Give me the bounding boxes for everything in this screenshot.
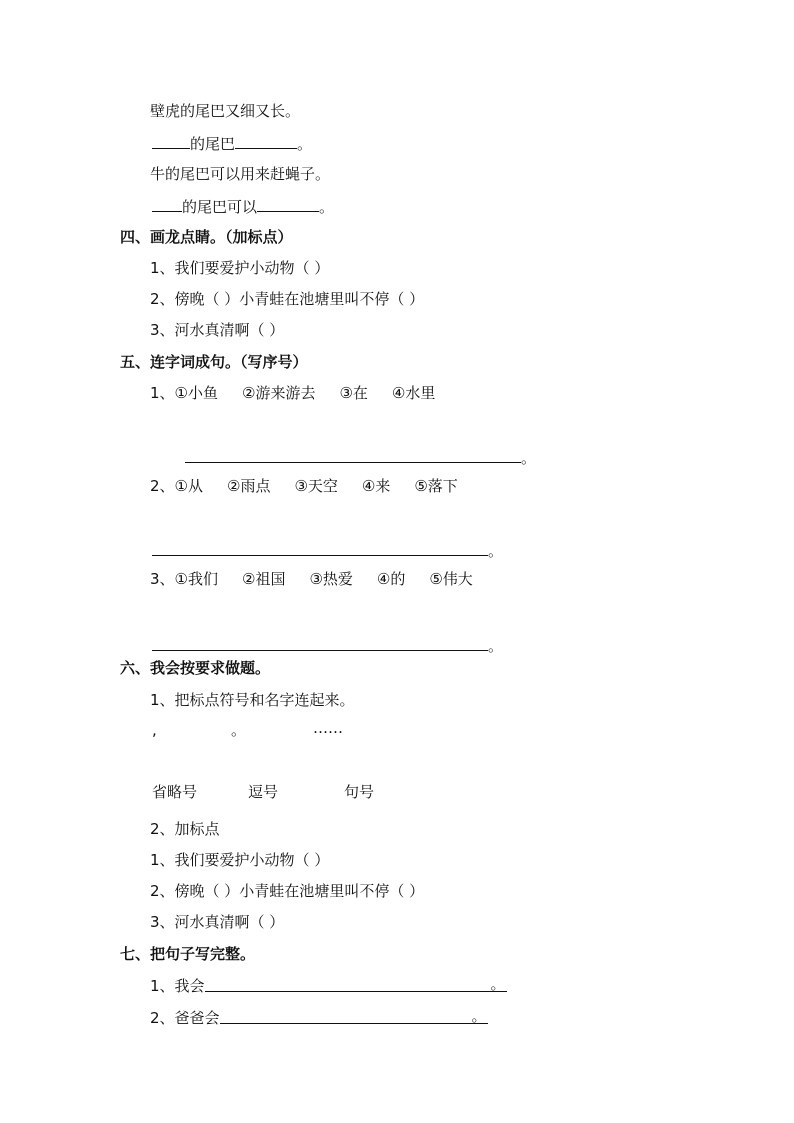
answer-blank[interactable]: 。 <box>220 1008 488 1024</box>
punctuation-symbol-comma[interactable]: , <box>152 721 157 739</box>
word-choice: ①我们 <box>174 570 218 588</box>
word-order-question-2: 2、①从 ②雨点 ③天空 ④来 ⑤落下 <box>150 477 458 495</box>
add-punctuation-instruction: 2、加标点 <box>150 820 220 838</box>
answer-blank[interactable]: 。 <box>205 976 507 992</box>
section-heading-7: 七、把句子写完整。 <box>120 945 256 963</box>
punctuation-name-period[interactable]: 句号 <box>344 783 375 801</box>
word-order-question-3: 3、①我们 ②祖国 ③热爱 ④的 ⑤伟大 <box>150 570 473 588</box>
word-choice: ①从 <box>174 477 203 495</box>
punctuation-name-ellipsis[interactable]: 省略号 <box>152 783 198 801</box>
punctuation-item-1: 1、我们要爱护小动物（ ） <box>150 259 330 277</box>
word-choice: ②雨点 <box>227 477 271 495</box>
answer-blank[interactable] <box>152 540 488 556</box>
match-instruction: 1、把标点符号和名字连起来。 <box>150 691 355 709</box>
word-choice: ⑤伟大 <box>429 570 473 588</box>
fill-line-tail-1: 的尾巴 。 <box>152 133 312 154</box>
answer-blank[interactable] <box>235 133 297 149</box>
answer-blank[interactable] <box>152 133 190 149</box>
answer-blank[interactable] <box>185 447 521 463</box>
punctuation-item-2: 2、傍晚（ ）小青蛙在池塘里叫不停（ ） <box>150 290 425 308</box>
punctuation-item-3: 3、河水真清啊（ ） <box>150 321 285 339</box>
complete-sentence-2: 2、爸爸会 。 <box>150 1007 487 1027</box>
answer-blank[interactable] <box>257 196 319 212</box>
word-choice: ④水里 <box>391 384 436 402</box>
punctuation-symbol-period[interactable]: 。 <box>231 721 247 739</box>
answer-blank[interactable] <box>152 196 182 212</box>
word-choice: ③热爱 <box>309 570 353 588</box>
sentence-gecko-tail: 壁虎的尾巴又细又长。 <box>150 102 301 120</box>
word-choice: ③在 <box>339 384 368 402</box>
section-heading-5: 五、连字词成句。（写序号） <box>120 353 308 371</box>
punctuation-symbol-ellipsis[interactable]: …… <box>313 719 343 737</box>
section-heading-4: 四、画龙点睛。（加标点） <box>120 228 293 246</box>
word-order-question-1: 1、①小鱼 ②游来游去 ③在 ④水里 <box>150 384 436 402</box>
word-choice: ⑤落下 <box>414 477 458 495</box>
punctuation-item-3: 3、河水真清啊（ ） <box>150 913 285 931</box>
word-choice: ①小鱼 <box>174 384 218 402</box>
complete-sentence-1: 1、我会 。 <box>150 975 506 995</box>
answer-line-q2: 。 <box>152 540 503 561</box>
word-choice: ④的 <box>376 570 406 588</box>
section-heading-6: 六、我会按要求做题。 <box>120 659 271 677</box>
fill-line-tail-2: 的尾巴可以 。 <box>152 196 334 217</box>
word-choice: ③天空 <box>294 477 338 495</box>
punctuation-item-1: 1、我们要爱护小动物（ ） <box>150 851 330 869</box>
word-choice: ④来 <box>361 477 391 495</box>
answer-line-q3: 。 <box>152 635 503 656</box>
answer-blank[interactable] <box>152 635 488 651</box>
word-choice: ②祖国 <box>242 570 286 588</box>
sentence-cow-tail: 牛的尾巴可以用来赶蝇子。 <box>150 165 331 183</box>
punctuation-item-2: 2、傍晚（ ）小青蛙在池塘里叫不停（ ） <box>150 882 425 900</box>
word-choice: ②游来游去 <box>242 384 316 402</box>
punctuation-name-comma[interactable]: 逗号 <box>248 783 279 801</box>
answer-line-q1: 。 <box>185 447 536 468</box>
